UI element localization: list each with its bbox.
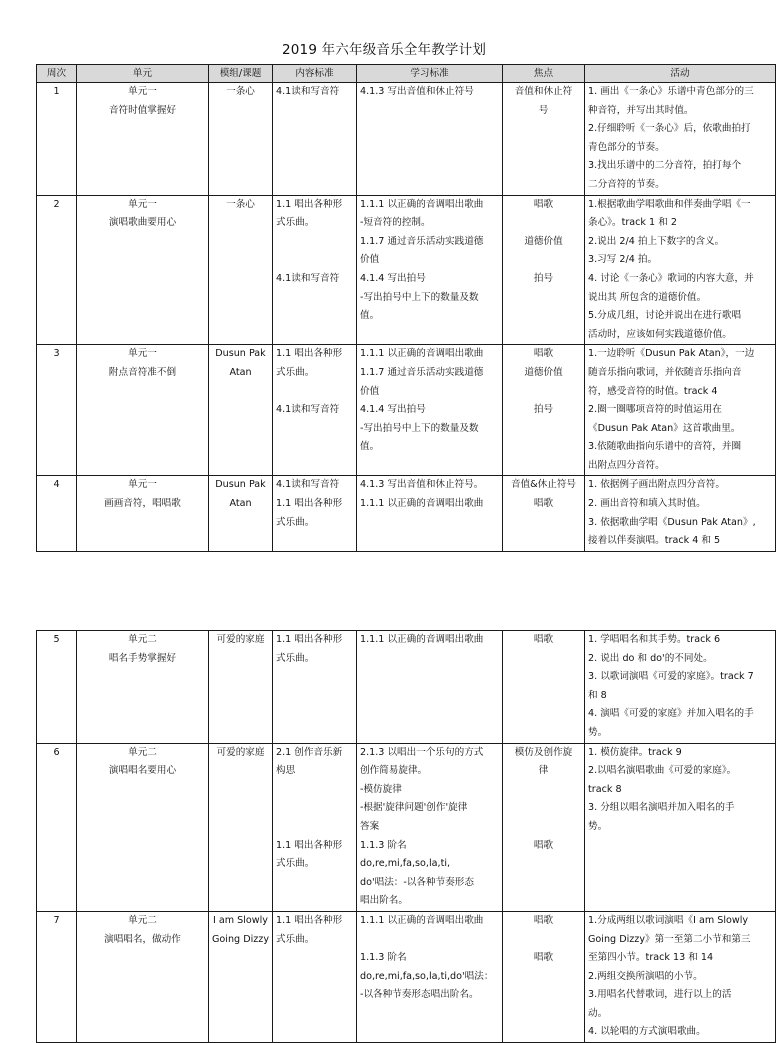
learning-standard-cell: 2.1.3 以唱出一个乐句的方式 创作简易旋律。 -模仿旋律 -根据'旋律问题'创作'旋律 答案 1.1.3 阶名 do,re,mi,fa,so,la,ti, do'唱法：-以各种节奏形态 唱出阶名。	[357, 743, 503, 911]
table-row	[37, 743, 776, 911]
learning-standard-cell: 1.1.1 以正确的音调唱出歌曲 1.1.7 通过音乐活动实践道德 价值 4.1.4 写出拍号 -写出拍号中上下的数量及数 值。	[357, 345, 503, 476]
module-cell: Dusun Pak Atan	[209, 476, 273, 551]
week-cell: 5	[37, 631, 77, 744]
teaching-plan-table	[36, 64, 776, 552]
teaching-plan-table-continued	[36, 630, 776, 1043]
header-content-standard: 内容标准	[273, 65, 357, 83]
activity-cell: 1. 模仿旋律。track 9 2.以唱名演唱歌曲《可爱的家庭》。 track 8 3. 分组以唱名演唱并加入唱名的手 势。	[585, 743, 776, 911]
unit-cell: 单元二 唱名手势掌握好	[77, 631, 209, 744]
module-cell: Dusun Pak Atan	[209, 345, 273, 476]
unit-cell: 单元二 演唱唱名，做动作	[77, 911, 209, 1042]
content-standard-cell: 2.1 创作音乐新 构思 1.1 唱出各种形 式乐曲。	[273, 743, 357, 911]
table-row	[37, 476, 776, 551]
header-row	[37, 65, 776, 83]
module-cell: I am Slowly Going Dizzy	[209, 911, 273, 1042]
focus-cell: 唱歌 道德价值 拍号	[503, 345, 585, 476]
module-cell: 可爱的家庭	[209, 743, 273, 911]
week-cell: 4	[37, 476, 77, 551]
focus-cell: 模仿及创作旋 律 唱歌	[503, 743, 585, 911]
learning-standard-cell: 4.1.3 写出音值和休止符号。 1.1.1 以正确的音调唱出歌曲	[357, 476, 503, 551]
content-standard-cell: 1.1 唱出各种形 式乐曲。 4.1读和写音符	[273, 345, 357, 476]
week-cell: 6	[37, 743, 77, 911]
table-row	[37, 345, 776, 476]
module-cell: 可爱的家庭	[209, 631, 273, 744]
focus-cell: 唱歌 唱歌	[503, 911, 585, 1042]
unit-cell: 单元一 画画音符，唱唱歌	[77, 476, 209, 551]
activity-cell: 1. 学唱唱名和其手势。track 6 2. 说出 do 和 do'的不同处。 3. 以歌词演唱《可爱的家庭》。track 7 和 8 4. 演唱《可爱的家庭》并加入唱名的手 势。	[585, 631, 776, 744]
focus-cell: 唱歌	[503, 631, 585, 744]
learning-standard-cell: 1.1.1 以正确的音调唱出歌曲 1.1.3 阶名 do,re,mi,fa,so,la,ti,do'唱法： -以各种节奏形态唱出阶名。	[357, 911, 503, 1042]
unit-cell: 单元一 演唱歌曲要用心	[77, 195, 209, 345]
document-title: 2019 年六年级音乐全年教学计划	[281, 42, 487, 58]
table-row	[37, 83, 776, 196]
content-standard-cell: 1.1 唱出各种形 式乐曲。	[273, 631, 357, 744]
header-unit: 单元	[77, 65, 209, 83]
focus-cell: 唱歌 道德价值 拍号	[503, 195, 585, 345]
activity-cell: 1. 依据例子画出附点四分音符。 2. 画出音符和填入其时值。 3. 依据歌曲学唱《Dusun Pak Atan》, 接着以伴奏演唱。track 4 和 5	[585, 476, 776, 551]
content-standard-cell: 4.1读和写音符	[273, 83, 357, 196]
header-learning-standard: 学习标准	[357, 65, 503, 83]
learning-standard-cell: 1.1.1 以正确的音调唱出歌曲	[357, 631, 503, 744]
week-cell: 1	[37, 83, 77, 196]
activity-cell: 1.分成两组以歌词演唱《I am Slowly Going Dizzy》第一至第二小节和第三 至第四小节。track 13 和 14 2.两组交换所演唱的小节。 3.用唱名代替歌词，进行以上的活 动。 4. 以轮唱的方式演唱歌曲。	[585, 911, 776, 1042]
focus-cell: 音值&休止符号 唱歌	[503, 476, 585, 551]
content-standard-cell: 4.1读和写音符 1.1 唱出各种形 式乐曲。	[273, 476, 357, 551]
week-cell: 3	[37, 345, 77, 476]
activity-cell: 1.根据歌曲学唱歌曲和伴奏曲学唱《一 条心》。track 1 和 2 2.说出 2/4 拍上下数字的含义。 3.习写 2/4 拍。 4. 讨论《一条心》歌词的内容大意，并 说出其 所包含的道德价值。 5.分成几组，讨论并说出在进行歌唱 活动时，应该如何实践道德价值。	[585, 195, 776, 345]
module-cell: 一条心	[209, 83, 273, 196]
unit-cell: 单元一 附点音符准不倒	[77, 345, 209, 476]
header-focus: 焦点	[503, 65, 585, 83]
content-standard-cell: 1.1 唱出各种形 式乐曲。	[273, 911, 357, 1042]
learning-standard-cell: 4.1.3 写出音值和休止符号	[357, 83, 503, 196]
week-cell: 7	[37, 911, 77, 1042]
header-week: 周次	[37, 65, 77, 83]
module-cell: 一条心	[209, 195, 273, 345]
unit-cell: 单元二 演唱唱名要用心	[77, 743, 209, 911]
week-cell: 2	[37, 195, 77, 345]
learning-standard-cell: 1.1.1 以正确的音调唱出歌曲 -短音符的控制。 1.1.7 通过音乐活动实践道德 价值 4.1.4 写出拍号 -写出拍号中上下的数量及数 值。	[357, 195, 503, 345]
table-row	[37, 195, 776, 345]
table-row	[37, 631, 776, 744]
header-activity: 活动	[585, 65, 776, 83]
header-module: 模组/课题	[209, 65, 273, 83]
activity-cell: 1. 画出《一条心》乐谱中青色部分的三 种音符，并写出其时值。 2.仔细聆听《一条心》后，依歌曲拍打 青色部分的节奏。 3.找出乐谱中的二分音符，拍打每个 二分音符的节奏。	[585, 83, 776, 196]
content-standard-cell: 1.1 唱出各种形 式乐曲。 4.1读和写音符	[273, 195, 357, 345]
unit-cell: 单元一 音符时值掌握好	[77, 83, 209, 196]
table-row	[37, 911, 776, 1042]
focus-cell: 音值和休止符 号	[503, 83, 585, 196]
activity-cell: 1.一边聆听《Dusun Pak Atan》，一边 随音乐指向歌词，并依随音乐指向音 符，感受音符的时值。track 4 2.圈一圈哪项音符的时值运用在 《Dusun Pak Atan》这首歌曲里。 3.依随歌曲指向乐谱中的音符，并圈 出附点四分音符。	[585, 345, 776, 476]
